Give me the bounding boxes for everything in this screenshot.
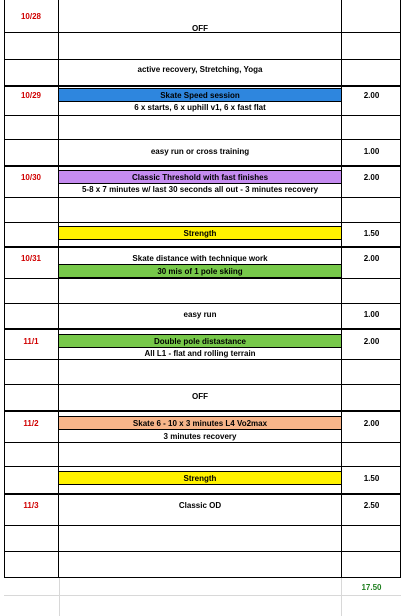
workout-cell: Double pole distastance (153, 337, 247, 346)
hours-cell: 2.00 (363, 173, 380, 182)
hours-cell: 2.00 (363, 419, 380, 428)
day-separator (4, 328, 401, 330)
workout-cell: 3 minutes recovery (163, 432, 237, 441)
grid-line (4, 278, 401, 279)
total-hours: 17.50 (361, 583, 382, 592)
grid-line (4, 595, 401, 596)
date-cell: 10/30 (20, 173, 42, 182)
grid-line (4, 59, 401, 60)
workout-cell: 5-8 x 7 minutes w/ last 30 seconds all out - 3 minutes recovery (81, 185, 319, 194)
day-separator (4, 165, 401, 167)
workout-cell: Classic OD (178, 501, 222, 510)
hours-cell: 2.50 (363, 501, 380, 510)
grid-line (4, 222, 401, 223)
workout-cell: Skate distance with technique work (132, 254, 268, 263)
grid-line (4, 303, 401, 304)
workout-cell: easy run or cross training (150, 147, 250, 156)
grid-line (4, 577, 401, 578)
date-cell: 10/29 (20, 91, 42, 100)
day-separator (4, 410, 401, 412)
day-separator (4, 493, 401, 495)
workout-cell: 6 x starts, 6 x uphill v1, 6 x fast flat (134, 103, 266, 112)
hours-cell: 1.50 (363, 474, 380, 483)
hours-cell: 2.00 (363, 254, 380, 263)
day-separator (4, 85, 401, 87)
date-cell: 11/2 (23, 419, 39, 428)
workout-cell: OFF (192, 24, 208, 33)
date-cell: 10/28 (20, 12, 42, 21)
workout-cell: 30 mis of 1 pole skiing (157, 267, 243, 276)
grid-line (4, 115, 401, 116)
hours-cell: 2.00 (363, 91, 380, 100)
date-cell: 11/3 (23, 501, 39, 510)
hours-cell: 2.00 (363, 337, 380, 346)
grid-line (4, 466, 401, 467)
grid-line (4, 551, 401, 552)
workout-cell: Classic Threshold with fast finishes (131, 173, 269, 182)
grid-line (59, 578, 60, 616)
hours-cell: 1.00 (363, 310, 380, 319)
workout-cell: Strength (183, 229, 217, 238)
workout-cell: Strength (183, 474, 217, 483)
hours-cell: 1.00 (363, 147, 380, 156)
grid-line (4, 525, 401, 526)
day-separator (4, 246, 401, 248)
date-cell: 10/31 (20, 254, 42, 263)
hours-cell: 1.50 (363, 229, 380, 238)
grid-line (4, 139, 401, 140)
grid-line (4, 197, 401, 198)
grid-line (4, 384, 401, 385)
workout-cell: active recovery, Stretching, Yoga (137, 65, 263, 74)
workout-cell: Skate 6 - 10 x 3 minutes L4 Vo2max (132, 419, 268, 428)
workout-cell: Skate Speed session (160, 91, 240, 100)
date-cell: 11/1 (23, 337, 39, 346)
workout-cell: OFF (192, 392, 208, 401)
workout-cell: All L1 - flat and rolling terrain (144, 349, 256, 358)
workout-cell: easy run (183, 310, 217, 319)
